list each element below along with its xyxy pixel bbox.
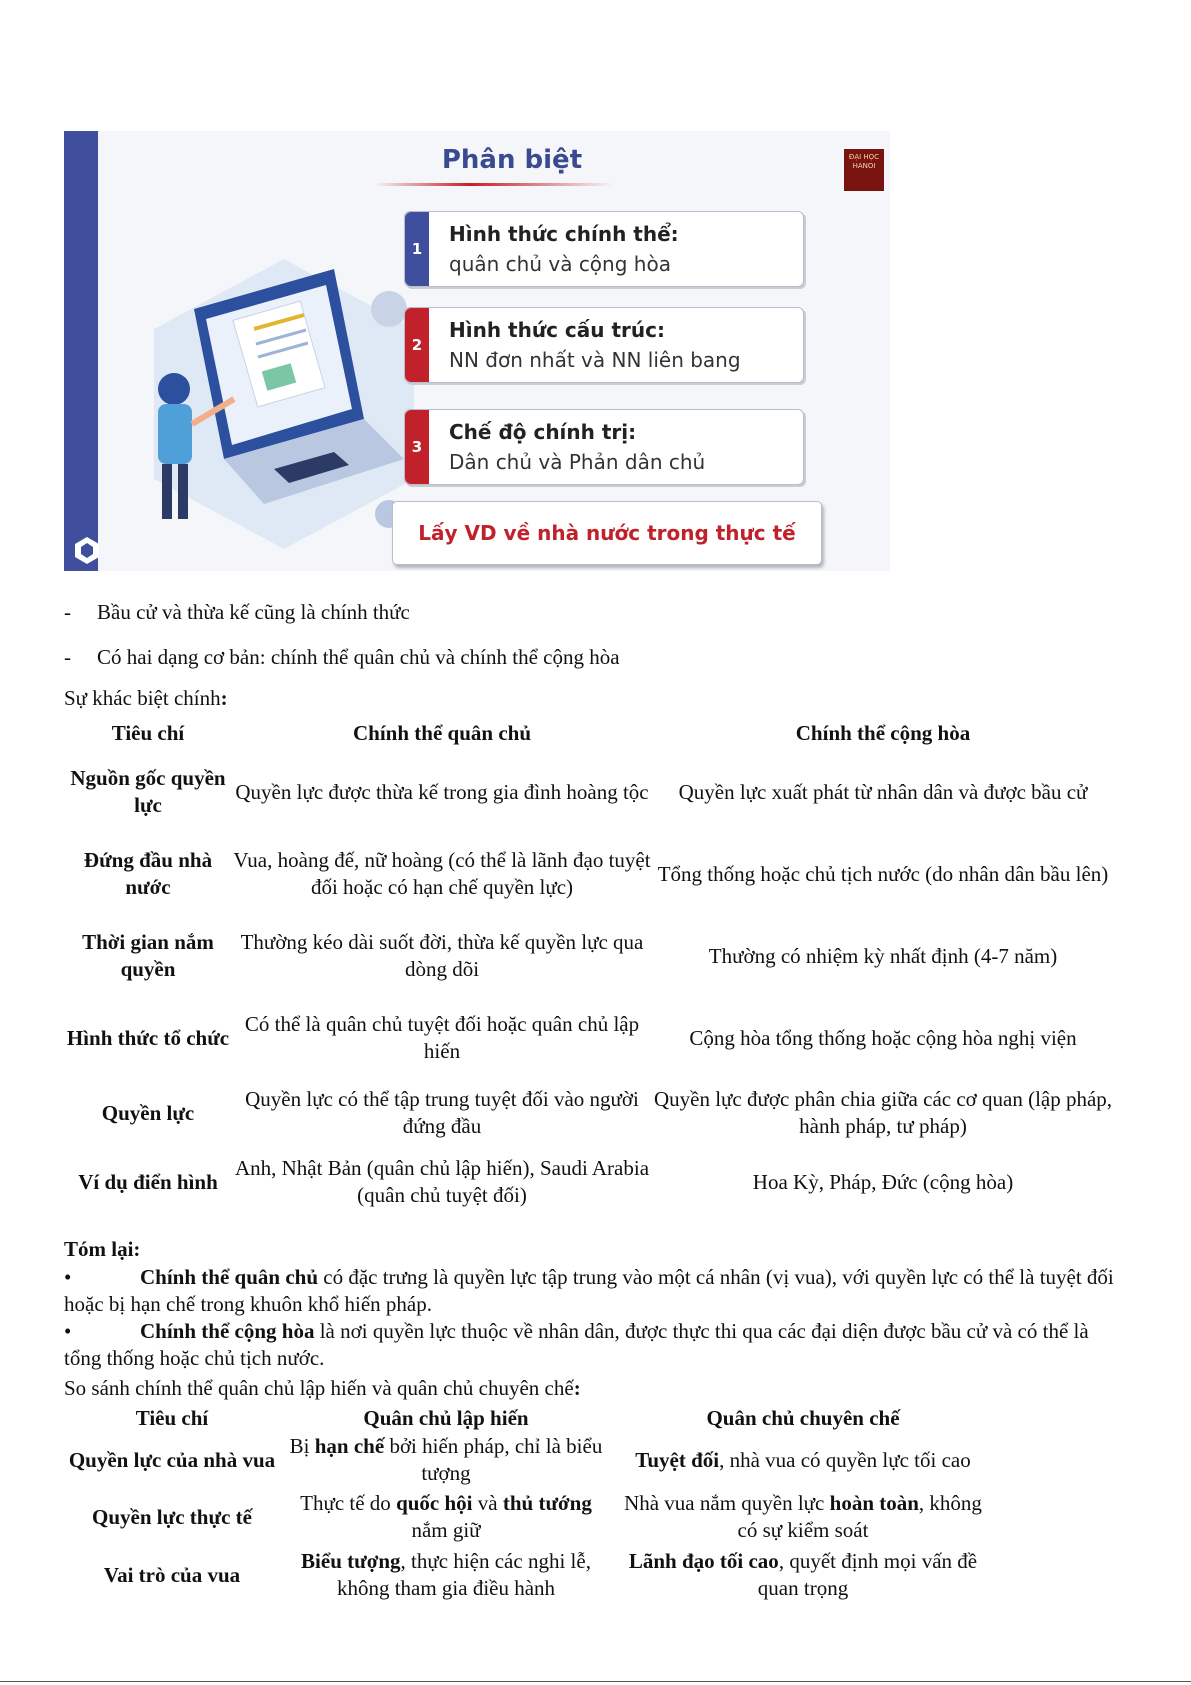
summary-text: có đặc trưng là quyền lực tập trung vào một cá nhân (vị vua), với quyền lực có thể là tuyệt đối hoặc bị hạn chế trong khuôn khổ hiến pháp. — [64, 1265, 1114, 1316]
table-cell — [280, 1488, 612, 1546]
table-cell: Anh, Nhật Bản (quân chủ lập hiến), Saudi Arabia (quân chủ tuyệt đối) — [234, 1156, 650, 1207]
dash-marker: - — [64, 600, 71, 624]
lecture-slide-image — [64, 131, 890, 571]
table-cell: Thường kéo dài suốt đời, thừa kế quyền lực qua dòng dõi — [240, 930, 644, 981]
monarchy-comparison-table — [64, 1404, 994, 1604]
summary-bold-term: Chính thể quân chủ — [140, 1265, 318, 1289]
table-row — [64, 751, 1114, 833]
table-row — [64, 1432, 994, 1488]
table-row — [64, 1488, 994, 1546]
table-header-cell: Quân chủ lập hiến — [363, 1405, 529, 1430]
card-number-badge: 1 — [405, 212, 429, 286]
card-subtitle: quân chủ và cộng hòa — [449, 252, 671, 276]
slide-title: Phân biệt — [441, 145, 583, 175]
text-segment: , thực hiện các nghi lễ, không tham gia điều hành — [336, 1549, 591, 1600]
card-subtitle: Dân chủ và Phản dân chủ — [449, 450, 706, 474]
summary-heading: Tóm lại: — [64, 1237, 141, 1261]
summary-text: là nơi quyền lực thuộc về nhân dân, được thực thi qua các đại diện được bầu cử và có thể là tổng thống hoặc chủ tịch nước. — [64, 1319, 1089, 1370]
table-header-cell: Tiêu chí — [111, 720, 185, 745]
university-logo: ĐẠI HỌC HANOI — [844, 149, 884, 191]
heading-colon: : — [573, 1376, 581, 1400]
bold-segment: Tuyệt đối — [635, 1447, 720, 1472]
diff-heading-text: Sự khác biệt chính — [64, 686, 221, 710]
card-title: Hình thức cấu trúc: — [449, 318, 665, 342]
table-criterion-cell: Đứng đầu nhà nước — [83, 848, 213, 899]
table-row — [64, 997, 1114, 1079]
text-segment: , nhà vua có quyền lực tối cao — [719, 1447, 971, 1472]
bullet-dot: • — [64, 1265, 72, 1289]
bold-segment: Biểu tượng — [301, 1549, 401, 1573]
bold-segment: Lãnh đạo tối cao — [628, 1549, 779, 1573]
table-row — [64, 833, 1114, 915]
table-row — [64, 915, 1114, 997]
table-cell: Vua, hoàng đế, nữ hoàng (có thể là lãnh đạo tuyệt đối hoặc có hạn chế quyền lực) — [233, 848, 651, 899]
text-segment: , không có sự kiểm soát — [737, 1491, 982, 1542]
page-bottom-rule — [0, 1681, 1191, 1682]
table-cell: Thường có nhiệm kỳ nhất định (4-7 năm) — [708, 943, 1058, 968]
table-header-cell: Chính thể quân chủ — [353, 720, 531, 745]
table-cell — [280, 1432, 612, 1488]
table-criterion-cell: Thời gian nắm quyền — [82, 930, 214, 981]
table-cell: Quyền lực được thừa kế trong gia đình hoàng tộc — [235, 779, 649, 804]
summary-bullet-1 — [64, 1264, 1124, 1318]
dash-marker: - — [64, 645, 71, 669]
text-segment: Nhà vua nắm quyền lực — [624, 1491, 830, 1515]
text-segment: nắm giữ — [411, 1518, 481, 1542]
table-cell: Quyền lực được phân chia giữa các cơ quan (lập pháp, hành pháp, tư pháp) — [653, 1087, 1113, 1138]
bold-segment: quốc hội — [396, 1491, 473, 1515]
table-criterion-cell: Ví dụ điển hình — [78, 1169, 218, 1194]
table-cell: Tổng thống hoặc chủ tịch nước (do nhân dân bầu lên) — [657, 861, 1109, 886]
summary-bold-term: Chính thể cộng hòa — [140, 1319, 315, 1343]
intro-bullet-1: Bầu cử và thừa kế cũng là chính thức — [97, 600, 410, 624]
laptop-student-illustration-icon — [134, 249, 434, 549]
table-cell: Hoa Kỳ, Pháp, Đức (cộng hòa) — [752, 1169, 1014, 1194]
table-cell — [612, 1488, 994, 1546]
table-criterion-cell: Hình thức tổ chức — [66, 1025, 230, 1050]
hexagon-logo-icon — [72, 535, 102, 565]
text-segment: bởi hiến pháp, chỉ là biểu tượng — [384, 1434, 603, 1485]
table-cell: Cộng hòa tổng thống hoặc cộng hòa nghị viện — [689, 1025, 1077, 1050]
text-segment: Thực tế do — [300, 1491, 397, 1515]
table-cell: Có thể là quân chủ tuyệt đối hoặc quân chủ lập hiến — [244, 1012, 640, 1063]
table-row — [64, 1147, 1114, 1217]
intro-bullet-2: Có hai dạng cơ bản: chính thể quân chủ và chính thể cộng hòa — [97, 645, 620, 669]
table-header-cell: Tiêu chí — [135, 1405, 209, 1430]
card-subtitle: NN đơn nhất và NN liên bang — [449, 348, 741, 372]
bold-segment: hoàn toàn — [829, 1491, 919, 1515]
table-criterion-cell: Vai trò của vua — [103, 1562, 241, 1587]
table-cell — [280, 1546, 612, 1604]
monarchy-republic-table — [64, 715, 1114, 1217]
card-title: Chế độ chính trị: — [449, 420, 637, 444]
table-header-cell: Quân chủ chuyên chế — [706, 1405, 900, 1430]
table-criterion-cell: Quyền lực của nhà vua — [68, 1447, 276, 1472]
card-number-badge: 2 — [405, 308, 429, 382]
card-title: Hình thức chính thể: — [449, 222, 679, 246]
table-criterion-cell: Quyền lực — [101, 1100, 195, 1125]
compare-heading-text: So sánh chính thể quân chủ lập hiến và quân chủ chuyên chế — [64, 1376, 574, 1400]
compare-heading — [64, 1375, 581, 1402]
table-row — [64, 1079, 1114, 1147]
slide-card-1 — [404, 211, 804, 287]
table-header-cell: Chính thể cộng hòa — [795, 720, 971, 745]
bold-segment: thủ tướng — [502, 1491, 592, 1515]
text-segment: Bị — [289, 1434, 315, 1458]
card-number-badge: 3 — [405, 410, 429, 484]
table-header-row — [64, 715, 1114, 751]
bullet-dot: • — [64, 1319, 72, 1343]
table-criterion-cell: Quyền lực thực tế — [92, 1504, 252, 1529]
text-segment: , quyết định mọi vấn đề quan trọng — [757, 1549, 978, 1600]
table-cell — [612, 1432, 994, 1488]
summary-bullet-2 — [64, 1318, 1124, 1372]
table-criterion-cell: Nguồn gốc quyền lực — [70, 766, 226, 817]
table-row — [64, 1546, 994, 1604]
heading-colon: : — [220, 686, 228, 710]
slide-card-2 — [404, 307, 804, 383]
table-cell: Quyền lực xuất phát từ nhân dân và được bầu cử — [678, 779, 1088, 804]
slide-card-3 — [404, 409, 804, 485]
bold-segment: hạn chế — [314, 1434, 385, 1458]
slide-left-bar — [64, 131, 98, 571]
slide-call-to-action: Lấy VD về nhà nước trong thực tế — [392, 501, 822, 565]
table-cell: Quyền lực có thể tập trung tuyệt đối vào người đứng đầu — [245, 1087, 639, 1138]
diff-heading — [64, 685, 228, 712]
slide-title-underline — [374, 183, 614, 186]
table-header-row — [64, 1404, 994, 1432]
table-cell — [612, 1546, 994, 1604]
text-segment: và — [472, 1491, 503, 1515]
